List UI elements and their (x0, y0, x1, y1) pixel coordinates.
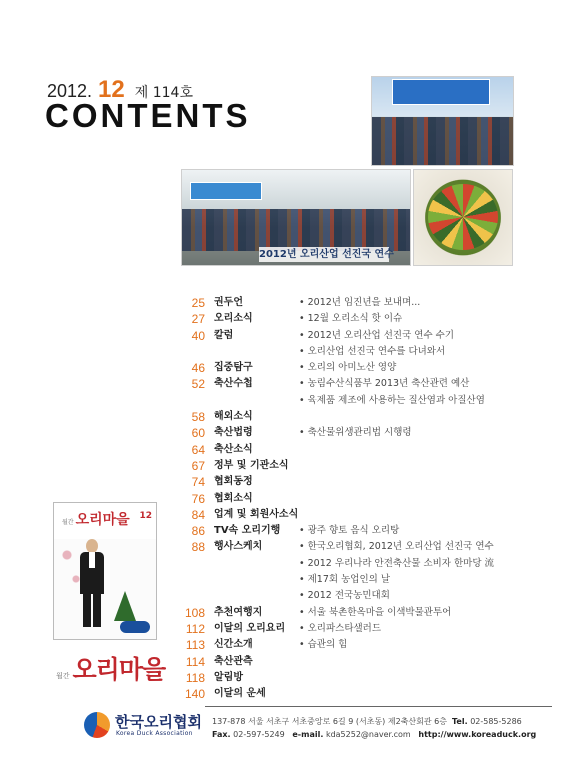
toc-row (183, 376, 513, 392)
page-title: CONTENTS (45, 97, 251, 134)
toc-section-title: 권두언 (214, 297, 243, 308)
toc-row (183, 360, 513, 376)
toc-section-title: 이달의 오리요리 (214, 622, 286, 634)
toc-page-number: 88 (191, 540, 205, 555)
toc-section-title: TV속 오리기행 (214, 525, 281, 537)
toc-row (183, 637, 513, 653)
toc-row (183, 474, 513, 490)
toc-page-number: 64 (191, 442, 205, 457)
toc-article-title: • 2012년 임진년을 보내며... (299, 297, 421, 308)
footer-divider (205, 706, 552, 707)
magazine-script-title: 월간 오리마을 (56, 655, 166, 684)
toc-row (183, 605, 513, 621)
toc-row (183, 588, 513, 604)
christmas-tree-icon (114, 591, 136, 621)
toc-row (183, 295, 513, 311)
toc-article-title: • 광주 향토 음식 오리탕 (299, 525, 400, 537)
association-name-en: Korea Duck Association (116, 730, 193, 737)
toc-row (183, 458, 513, 474)
toc-row (183, 621, 513, 637)
toc-row (183, 572, 513, 588)
toc-section-title: 축산관측 (214, 655, 253, 667)
toc-article-title: • 습관의 힘 (299, 639, 348, 651)
toc-page-number: 67 (191, 458, 205, 473)
toc-section-title: 축산법령 (214, 427, 253, 439)
footer-contact: Fax. 02-597-5249 e-mail. kda5252@naver.com http://www.koreaduck.org (212, 730, 537, 739)
toc-section-title: 오리소식 (214, 313, 253, 325)
toc-article-title: • 서울 북촌한옥마을 이색박물관투어 (299, 606, 452, 618)
cover-model-figure (80, 539, 104, 629)
toc-section-title: 축산소식 (214, 443, 253, 455)
toc-page-number: 113 (185, 638, 205, 653)
toc-article-title: • 12월 오리소식 핫 이슈 (299, 313, 403, 325)
toc-page-number: 27 (191, 312, 205, 327)
toc-section-title: 축산수첩 (214, 378, 253, 390)
toc-section-title: 협회동정 (214, 476, 253, 488)
photo-caption: 2012년 오리산업 선진국 연수 (259, 249, 394, 260)
toc-row (183, 425, 513, 441)
toc-row (183, 539, 513, 555)
issue-month: 12 (98, 76, 125, 103)
toc-row (183, 523, 513, 539)
toc-section-title: 칼럼 (214, 329, 234, 341)
magazine-cover (53, 502, 157, 640)
toc-row (183, 556, 513, 572)
toc-page-number: 25 (191, 296, 205, 310)
toc-page-number: 84 (191, 507, 205, 522)
toc-article-title: • 축산물위생관리법 시행령 (299, 427, 412, 439)
cover-magazine-title: 월간 오리마을 (62, 512, 130, 528)
toc-row (183, 344, 513, 360)
toc-row (183, 507, 513, 523)
toc-section-title: 협회소식 (214, 492, 253, 504)
toc-row (183, 311, 513, 327)
toc-row (183, 442, 513, 458)
association-logo-icon (84, 712, 110, 738)
toc-article-title: • 오리파스타샐러드 (299, 622, 382, 634)
toc-article-title: • 한국오리협회, 2012년 오리산업 선진국 연수 (299, 541, 494, 553)
website-link[interactable]: www.koreaduck.org (446, 730, 537, 739)
duck-pasta-salad-photo (413, 169, 513, 266)
toc-page-number: 86 (191, 524, 205, 539)
toc-article-title: • 농림수산식품부 2013년 축산관련 예산 (299, 378, 470, 390)
toc-article-title: • 제17회 농업인의 날 (299, 574, 390, 586)
issue-number: 제 114호 (134, 85, 193, 101)
toc-page-number: 140 (184, 687, 205, 702)
toc-section-title: 이달의 운세 (214, 688, 266, 700)
toc-page-number: 52 (191, 377, 205, 392)
group-photo-training (181, 169, 411, 266)
toc-row (183, 686, 513, 702)
toc-section-title: 신간소개 (214, 639, 253, 651)
toc-row (183, 393, 513, 409)
toc-section-title: 업계 및 회원사소식 (214, 508, 299, 520)
toc-row (183, 409, 513, 425)
toc-page-number: 112 (185, 621, 205, 636)
toc-article-title: • 2012 전국농민대회 (299, 590, 390, 602)
toc-row (183, 670, 513, 686)
toc-section-title: 집중탐구 (214, 362, 253, 374)
toc-page-number: 58 (191, 410, 205, 425)
toc-article-title: • 2012 우리나라 안전축산물 소비자 한마당 流 (299, 557, 495, 569)
toc-page-number: 108 (184, 605, 205, 620)
toc-section-title: 정부 및 기관소식 (214, 459, 289, 471)
cover-association-logo (120, 621, 150, 633)
group-photo-banner (371, 76, 514, 166)
toc-article-title: • 육제품 제조에 사용하는 질산염과 아질산염 (299, 394, 485, 406)
table-of-contents (183, 295, 513, 702)
toc-section-title: 알림방 (214, 671, 243, 683)
toc-page-number: 76 (191, 491, 205, 506)
toc-page-number: 118 (185, 670, 205, 685)
toc-page-number: 40 (191, 328, 205, 343)
cover-issue-number: 12 (139, 511, 152, 521)
toc-page-number: 74 (191, 475, 205, 490)
issue-year: 2012. (47, 81, 93, 101)
toc-row (183, 328, 513, 344)
email-link[interactable]: kda5252@naver.com (325, 730, 411, 739)
toc-section-title: 해외소식 (214, 411, 253, 423)
toc-article-title: • 오리의 아미노산 영양 (299, 362, 397, 374)
toc-page-number: 114 (185, 654, 205, 669)
toc-row (183, 491, 513, 507)
toc-page-number: 60 (191, 426, 205, 441)
toc-section-title: 행사스케치 (214, 541, 263, 553)
toc-article-title: • 2012년 오리산업 선진국 연수 수기 (299, 329, 455, 341)
association-name: 한국오리협회 (115, 713, 202, 731)
toc-article-title: • 오리산업 선진국 연수를 다녀와서 (299, 345, 446, 357)
toc-row (183, 654, 513, 670)
toc-section-title: 추천여행지 (214, 606, 263, 618)
footer-address: 137-878 서울 서초구 서초중앙로 6길 9 (서초동) 제2축산회관 6층 Tel. 02-585-5286 (212, 717, 522, 726)
toc-page-number: 46 (191, 361, 205, 376)
